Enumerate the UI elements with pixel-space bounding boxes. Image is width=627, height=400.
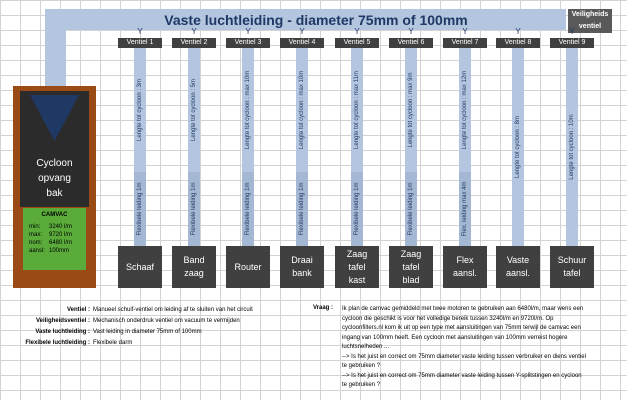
fixed-duct-length-4: Lengte tot cycloon : max 10m (299, 70, 305, 150)
flex-hose-length-2: Flexibele leiding 1m (191, 182, 197, 236)
machine-7: Flex aansl. (443, 246, 487, 288)
fixed-duct-length-2: Lengte tot cycloon : 5m (191, 78, 197, 142)
question-line: --> Is het juist en correct om 75mm diameter vaste leiding tussen verbruiker en diens ventiel (342, 353, 586, 360)
spec-value: 9720 l/m (49, 232, 73, 238)
legend-term: Vaste luchtleiding : (35, 329, 90, 335)
spec-row (29, 223, 86, 231)
camvac-brand: CAMVAC (41, 212, 68, 218)
flex-hose-length-7: Flex. leiding max 4m (462, 181, 468, 237)
question-line: te gebruiken ? (342, 382, 381, 388)
spec-key: max: (29, 232, 43, 238)
legend-term: Flexibele luchtleiding : (25, 340, 90, 346)
valve-y-connector: Y (137, 27, 143, 36)
flex-hose-length-1: Flexibele leiding 1m (137, 182, 143, 236)
valve-y-connector: Y (299, 27, 305, 36)
valve-label-8: Ventiel 8 (496, 38, 540, 48)
question-line: cycloon die geschikt is voor het volledige bereik tussen 3240l/m en 9720l/m. Op (342, 315, 554, 322)
flex-hose-length-5: Flexibele leiding 1m (354, 182, 360, 236)
legend-definition: Manueel schuif-ventiel om leiding af te sluiten van het circuit (93, 307, 253, 313)
machine-1: Schaaf (118, 246, 162, 288)
legend-definition: Mechanisch onderdruk ventiel om vacuum te vermijden (93, 318, 240, 324)
machine-9: Schuur tafel (550, 246, 594, 288)
spec-value: 100mm (49, 248, 70, 254)
valve-y-connector: Y (515, 27, 521, 36)
valve-y-connector: Y (191, 27, 197, 36)
safety-valve: Veiligheids ventiel (568, 9, 612, 33)
question-line: luchtsnelheden ... (342, 344, 390, 350)
fixed-duct-length-8: Lengte tot cycloon : 8m (515, 115, 521, 179)
fixed-duct-length-6: Lengte tot cycloon : max 9m (408, 72, 414, 148)
fixed-duct-length-7: Lengte tot cycloon : max 12m (462, 70, 468, 150)
fixed-duct-length-5: Lengte tot cycloon : max 11m (354, 71, 360, 149)
legend-term: Ventiel : (66, 307, 90, 313)
valve-y-connector: Y (462, 27, 468, 36)
fixed-duct-length-9: Lengte tot cycloon : 10m (569, 114, 575, 180)
question-label: Vraag : (313, 305, 334, 311)
question-line: Ik plan de camvac gemiddeld met twee motoren te gebruiken aan 6480l/m, maar wens een (342, 306, 584, 312)
valve-label-7: Ventiel 7 (443, 38, 487, 48)
spec-key: nom: (29, 240, 43, 246)
question-line: te gebruiken ? (342, 363, 381, 369)
valve-label-3: Ventiel 3 (226, 38, 270, 48)
funnel-icon (20, 91, 89, 149)
camvac-spec-panel (23, 208, 86, 270)
spec-row (29, 239, 86, 247)
fixed-duct-length-1: Lengte tot cycloon : 3m (137, 78, 143, 142)
main-title: Vaste luchtleiding - diameter 75mm of 100mm (164, 11, 468, 28)
machine-4: Draai bank (280, 246, 324, 288)
valve-y-connector: Y (569, 27, 575, 36)
spec-row (29, 231, 86, 239)
valve-label-2: Ventiel 2 (172, 38, 216, 48)
cyclone-funnel (20, 91, 89, 149)
legend-term: Veiligheidsventiel : (35, 318, 90, 324)
question-line: cycloonfilters.nl kom ik uit op een type met aansluitingen van 75mm terwijl de camvac een (342, 325, 581, 331)
spec-value: 3240 l/m (49, 224, 73, 230)
machine-3: Router (226, 246, 270, 288)
flex-hose-length-6: Flexibele leiding 1m (408, 182, 414, 236)
valve-y-connector: Y (245, 27, 251, 36)
legend-definition: Flexibele darm (93, 340, 133, 346)
question-line: ingang van 100mm heeft. Een cycloon met aansluitingen van 100mm verreist hogere (342, 334, 568, 341)
valve-label-6: Ventiel 6 (389, 38, 433, 48)
valve-label-5: Ventiel 5 (335, 38, 379, 48)
valve-label-4: Ventiel 4 (280, 38, 324, 48)
collector-duct (45, 9, 66, 87)
machine-6: Zaag tafel blad (389, 246, 433, 288)
machine-2: Band zaag (172, 246, 216, 288)
valve-y-connector: Y (354, 27, 360, 36)
valve-y-connector: Y (408, 27, 414, 36)
fixed-duct-length-3: Lengte tot cycloon : max 10m (245, 70, 251, 150)
spec-key: aansl: (29, 248, 46, 254)
valve-label-9: Ventiel 9 (550, 38, 594, 48)
spec-row (29, 247, 86, 255)
machine-5: Zaag tafel kast (335, 246, 379, 288)
machine-8: Vaste aansl. (496, 246, 540, 288)
flex-hose-length-3: Flexibele leiding 1m (245, 182, 251, 236)
flex-hose-length-4: Flexibele leiding 1m (299, 182, 305, 236)
legend-definition: Vast leiding in diameter 75mm of 100mm (93, 329, 202, 335)
question-line: --> Is het juist en correct om 75mm diameter vaste leiding tussen Y-splitstingen en cycloon (342, 372, 582, 379)
question-text (342, 305, 620, 391)
spec-value: 6480 l/m (49, 240, 73, 246)
collector-label: Cycloon opvang bak (20, 149, 89, 207)
spec-key: min: (29, 224, 41, 230)
valve-label-1: Ventiel 1 (118, 38, 162, 48)
